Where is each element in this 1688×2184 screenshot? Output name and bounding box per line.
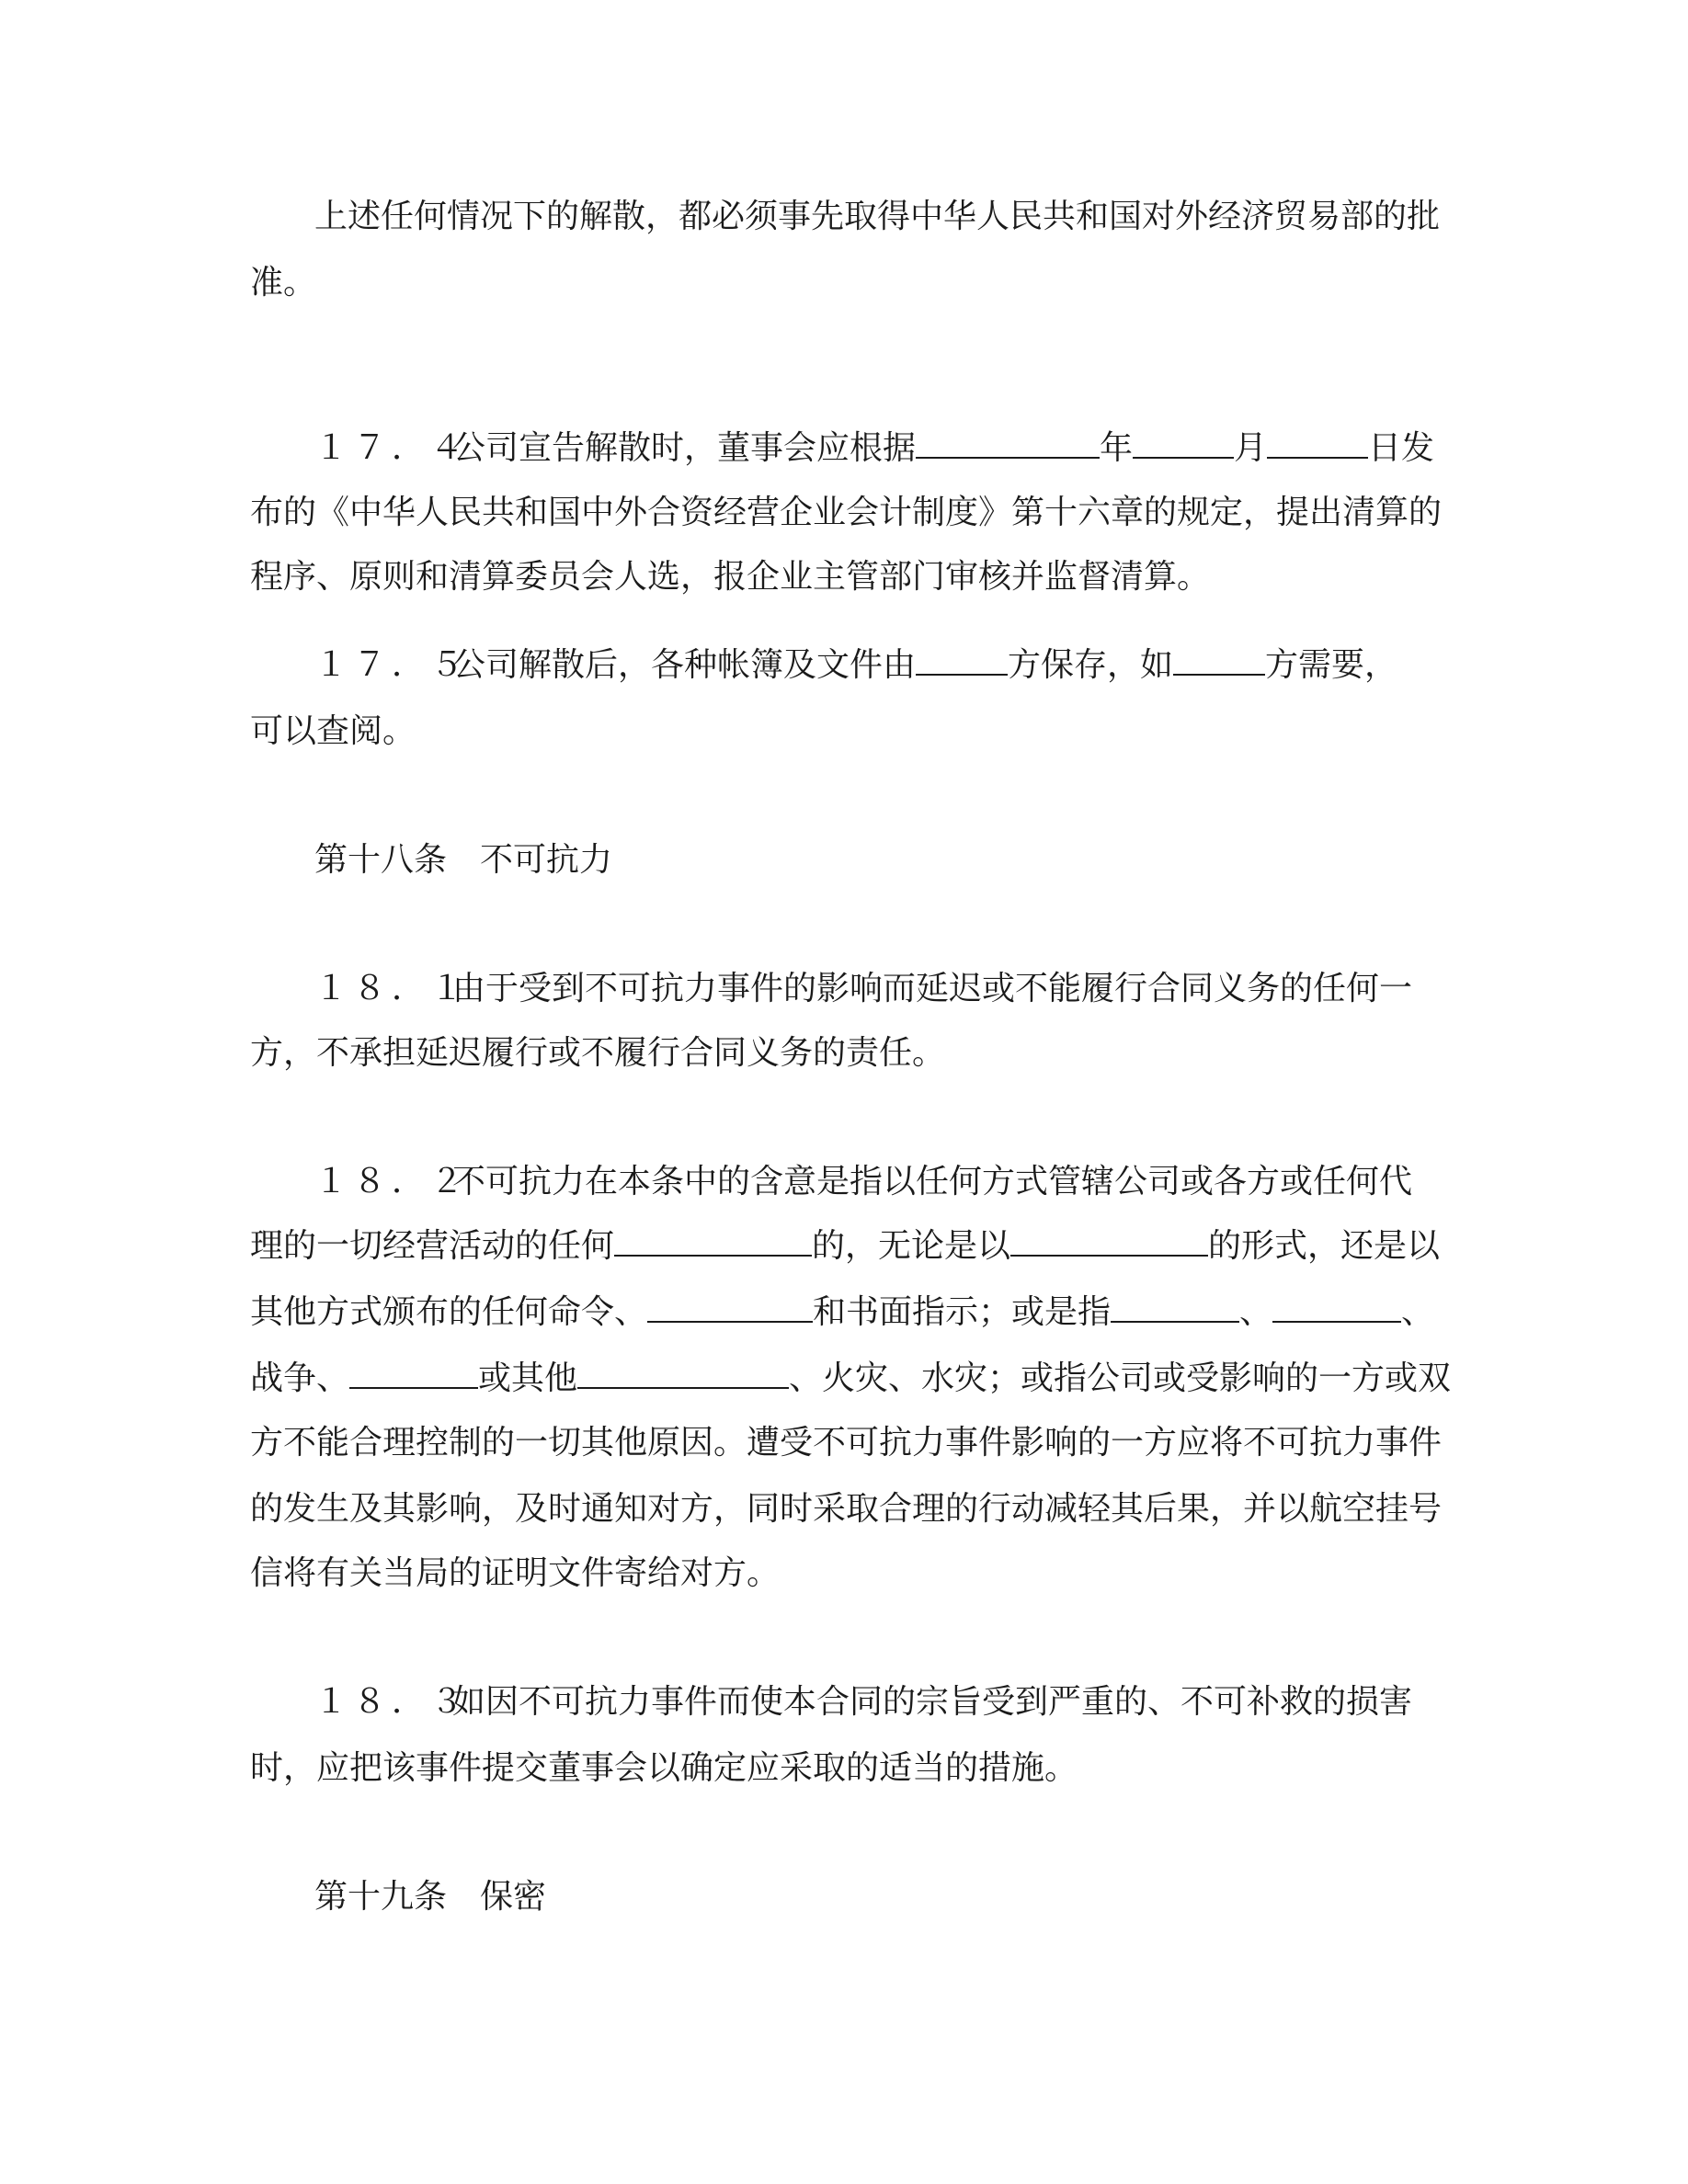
clause-text: 公司宣告解散时，董事会应根据 [452,429,917,467]
fill-blank [1272,1293,1401,1323]
fill-blank [349,1359,478,1389]
paragraph-line: 的发生及其影响，及时通知对方，同时采取合理的行动减轻其后果，并以航空挂号 [250,1490,1443,1528]
clause-number: １７．４ [314,429,470,467]
paragraph-line: 布的《中华人民共和国中外合资经营企业会计制度》第十六章的规定，提出清算的 [250,494,1443,531]
paragraph-line: 方，不承担延迟履行或不履行合同义务的责任。 [250,1034,946,1072]
fill-blank [1010,1227,1208,1257]
clause-18-2-line-4 [250,1359,1452,1399]
clause-text: 理的一切经营活动的任何 [250,1227,615,1265]
clause-number: １８．３ [314,1683,470,1721]
article-18-heading: 第十八条 不可抗力 [314,841,613,879]
clause-text: 方保存，如 [1008,646,1174,684]
fill-blank [647,1293,813,1323]
fill-blank-year [916,429,1100,459]
fill-blank-day [1267,429,1368,459]
fill-blank [1111,1293,1239,1323]
clause-text: 战争、 [250,1359,350,1397]
clause-text: 、 [1239,1293,1273,1331]
clause-text: 公司解散后，各种帐簿及文件由 [452,646,917,684]
paragraph-line: 时，应把该事件提交董事会以确定应采取的适当的措施。 [250,1749,1078,1787]
clause-number: １７．５ [314,646,470,684]
clause-text: 年 [1100,429,1134,467]
fill-blank [577,1359,789,1389]
paragraph-line: 上述任何情况下的解散，都必须事先取得中华人民共和国对外经济贸易部的批 [314,198,1441,235]
paragraph-line: 信将有关当局的证明文件寄给对方。 [250,1554,781,1592]
clause-text: 的，无论是以 [812,1227,1011,1265]
paragraph-line: 可以查阅。 [250,712,416,750]
clause-text: 、 [1401,1293,1435,1331]
paragraph-line: 程序、原则和清算委员会人选，报企业主管部门审核并监督清算。 [250,558,1211,596]
clause-text: 、火灾、水灾；或指公司或受影响的一方或双 [789,1359,1452,1397]
clause-text: 不可抗力在本条中的含意是指以任何方式管辖公司或各方或任何代 [452,1163,1413,1200]
clause-number: １８．２ [314,1163,470,1200]
clause-17-4-line-1 [314,428,1510,469]
article-19-heading: 第十九条 保密 [314,1878,547,1916]
clause-18-1-line-1 [314,969,1510,1009]
clause-text: 日发 [1368,429,1435,467]
clause-18-3-line-1 [314,1682,1510,1723]
fill-blank-month [1133,429,1234,459]
clause-text: 方需要， [1265,646,1398,684]
fill-blank-party [1173,646,1265,676]
fill-blank-party [916,646,1008,676]
clause-text: 或其他 [478,1359,578,1397]
clause-18-2-line-1 [314,1162,1510,1202]
clause-text: 和书面指示；或是指 [813,1293,1112,1331]
clause-text: 如因不可抗力事件而使本合同的宗旨受到严重的、不可补救的损害 [452,1683,1413,1721]
clause-18-2-line-2 [250,1226,1445,1267]
clause-number: １８．１ [314,970,470,1007]
clause-text: 的形式，还是以 [1208,1227,1441,1265]
paragraph-line: 方不能合理控制的一切其他原因。遭受不可抗力事件影响的一方应将不可抗力事件 [250,1424,1443,1462]
paragraph-line: 准。 [250,264,317,301]
clause-text: 其他方式颁布的任何命令、 [250,1293,648,1331]
fill-blank [614,1227,812,1257]
clause-17-5-line-1 [314,645,1510,686]
clause-text: 月 [1234,429,1268,467]
clause-18-2-line-3 [250,1292,1445,1333]
clause-text: 由于受到不可抗力事件的影响而延迟或不能履行合同义务的任何一 [452,970,1413,1007]
